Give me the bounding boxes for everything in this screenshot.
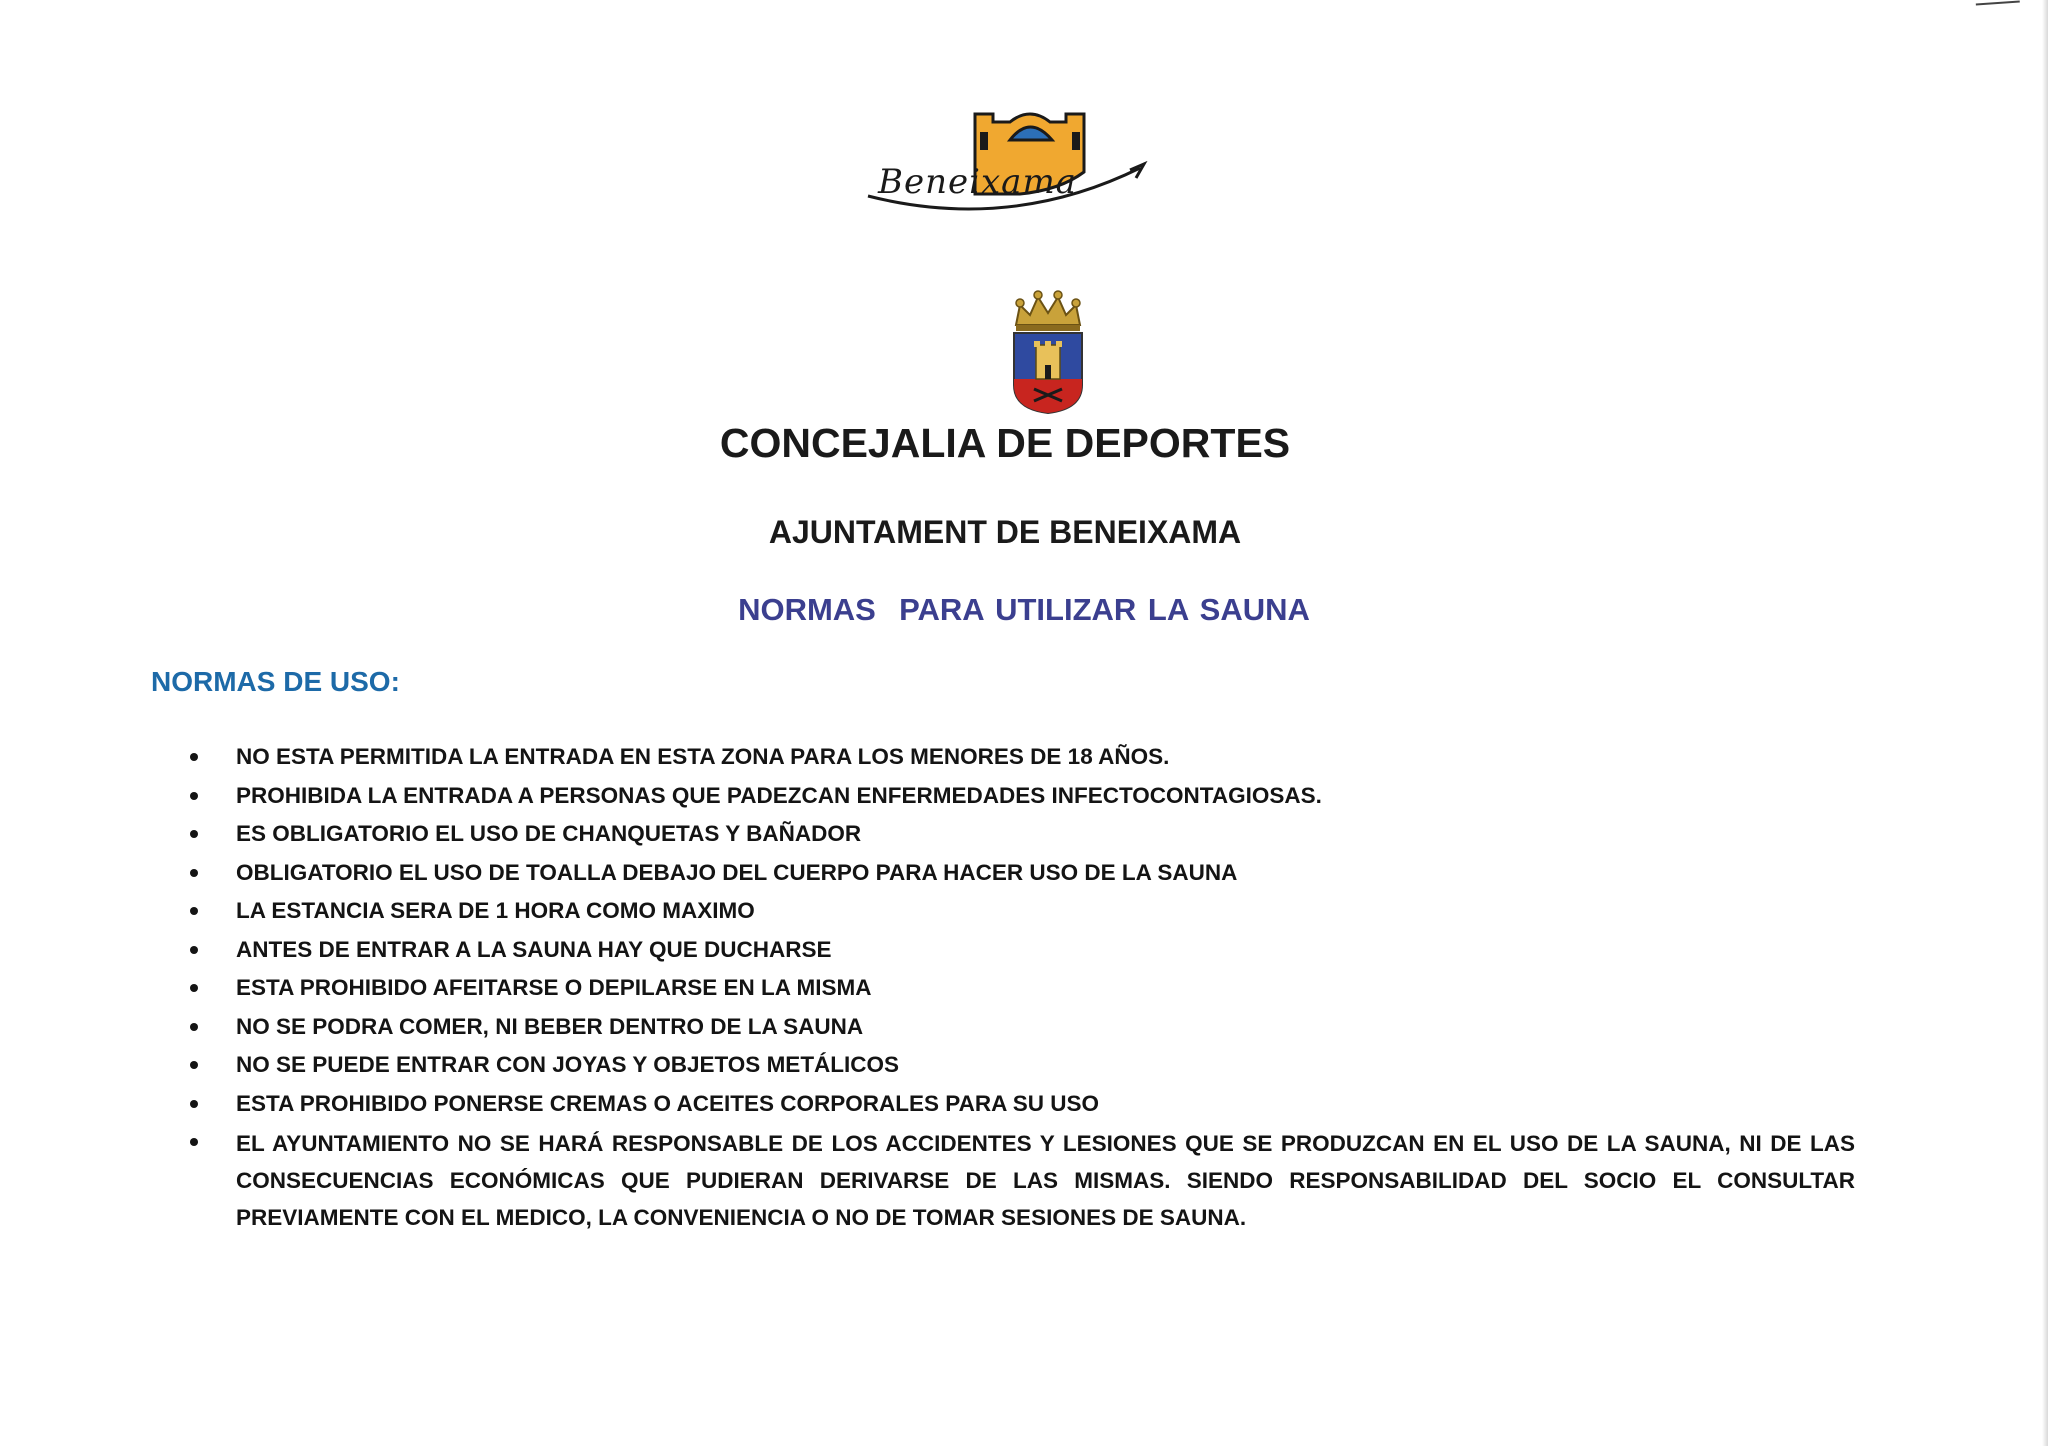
rule-text: NO ESTA PERMITIDA LA ENTRADA EN ESTA ZONA PARA LOS MENORES DE 18 AÑOS.: [236, 744, 1170, 769]
bullet-icon: [190, 1100, 198, 1108]
bullet-icon: [190, 830, 198, 838]
rule-text: OBLIGATORIO EL USO DE TOALLA DEBAJO DEL CUERPO PARA HACER USO DE LA SAUNA: [236, 859, 1238, 885]
rules-list: [190, 740, 1855, 1236]
list-item: [190, 817, 1855, 856]
rule-text: ANTES DE ENTRAR A LA SAUNA HAY QUE DUCHARSE: [236, 936, 832, 962]
rule-text: ESTA PROHIBIDO PONERSE CREMAS O ACEITES CORPORALES PARA SU USO: [236, 1090, 1100, 1116]
list-item: [190, 1125, 1855, 1236]
beneixama-logo: [860, 110, 1150, 220]
list-item: [190, 1048, 1855, 1087]
bullet-icon: [190, 984, 198, 992]
list-item: [190, 971, 1855, 1010]
rule-text: NO SE PUEDE ENTRAR CON JOYAS Y OBJETOS METÁLICOS: [236, 1052, 900, 1077]
list-item: [190, 1087, 1855, 1126]
list-item: [190, 856, 1855, 895]
rule-text: EL AYUNTAMIENTO NO SE HARÁ RESPONSABLE DE LOS ACCIDENTES Y LESIONES QUE SE PRODUZCAN EN EL USO DE LA SAUNA, NI DE LAS CONSECUENCIAS ECONÓMICAS QUE PUDIERAN DERIVARSE DE LAS MISMAS. SIENDO RESPONSABILIDAD DEL SOCIO EL CONSULTAR PREVIAMENTE CON EL MEDICO, LA CONVENIENCIA O NO DE TOMAR SESIONES DE SAUNA.: [236, 1131, 1855, 1230]
rules-heading: NORMAS PARA UTILIZAR LA SAUNA: [738, 592, 1310, 627]
page-title: CONCEJALIA DE DEPORTES: [719, 420, 1291, 466]
bullet-icon: [190, 1138, 198, 1146]
rule-text: LA ESTANCIA SERA DE 1 HORA COMO MAXIMO: [236, 898, 755, 923]
list-item: [190, 740, 1855, 779]
rule-text: NO SE PODRA COMER, NI BEBER DENTRO DE LA SAUNA: [236, 1013, 864, 1039]
rule-text: ESTA PROHIBIDO AFEITARSE O DEPILARSE EN LA MISMA: [236, 975, 872, 1000]
bullet-icon: [190, 1023, 198, 1031]
list-item: [190, 933, 1855, 972]
bullet-icon: [190, 946, 198, 954]
list-item: [190, 894, 1855, 933]
bullet-icon: [190, 792, 198, 800]
coat-of-arms: [1008, 285, 1088, 415]
coat-of-arms-icon: [1008, 285, 1088, 415]
rule-text: ES OBLIGATORIO EL USO DE CHANQUETAS Y BAÑADOR: [236, 821, 862, 846]
bullet-icon: [190, 907, 198, 915]
list-item: [190, 779, 1855, 818]
list-item: [190, 1010, 1855, 1049]
scan-edge-shadow: [2042, 0, 2048, 1446]
bullet-icon: [190, 1061, 198, 1069]
logo-wordmark: Beneixama: [878, 162, 1077, 202]
scan-mark: [1976, 0, 2020, 11]
bullet-icon: [190, 869, 198, 877]
page-subtitle: AJUNTAMENT DE BENEIXAMA: [768, 514, 1242, 550]
bullet-icon: [190, 753, 198, 761]
rule-text: PROHIBIDA LA ENTRADA A PERSONAS QUE PADEZCAN ENFERMEDADES INFECTOCONTAGIOSAS.: [236, 782, 1322, 808]
section-heading: NORMAS DE USO:: [151, 666, 400, 697]
